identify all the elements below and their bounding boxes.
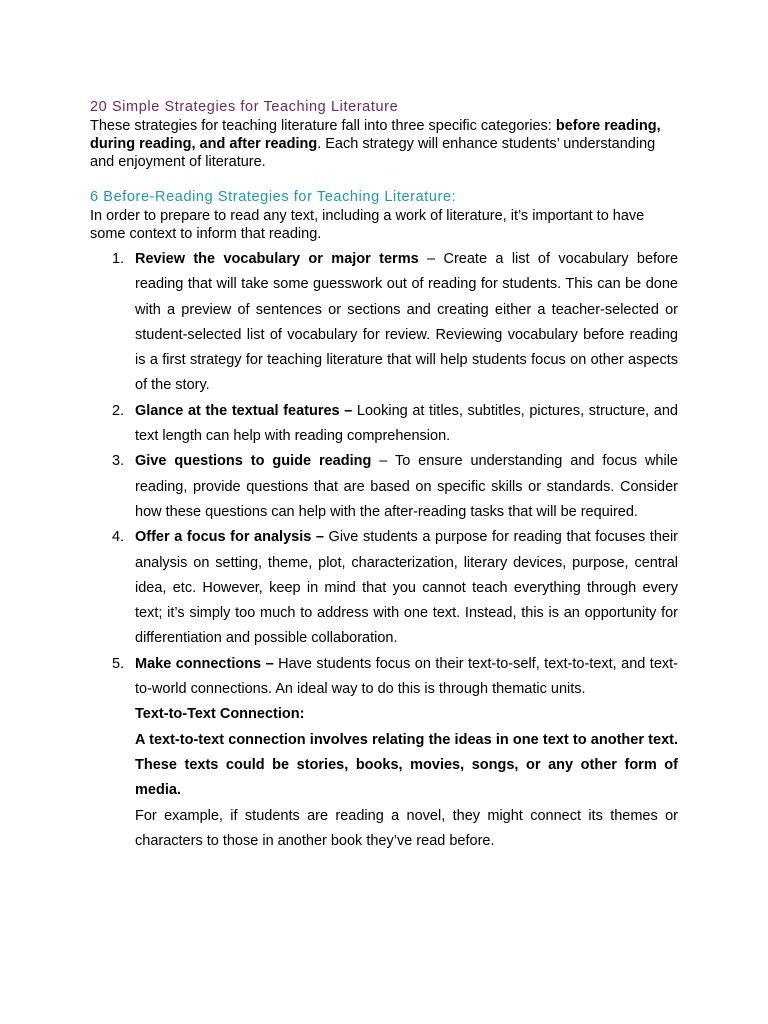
connection-heading: Text-to-Text Connection: (135, 706, 305, 723)
connection-definition: A text-to-text connection involves relating the ideas in one text to another text. These texts could be stories, books, movies, songs, or any other form of media. (135, 731, 678, 799)
strategy-text: Looking at titles, subtitles, pictures, structure, and text length can help with reading comprehension. (135, 402, 678, 445)
list-item (90, 247, 678, 399)
list-number: 4. (112, 529, 125, 546)
list-number: 2. (112, 402, 125, 419)
intro-categories: before reading, during reading, and after reading (90, 118, 661, 152)
strategy-separator: – (371, 453, 395, 470)
section-heading: 6 Before-Reading Strategies for Teaching Literature: (90, 189, 457, 205)
intro-text-end: . Each strategy will enhance students’ understanding and enjoyment of literature. (90, 136, 656, 170)
list-item (90, 399, 678, 450)
list-number: 5. (112, 655, 125, 672)
strategy-term: Offer a focus for analysis – (135, 529, 324, 546)
strategy-term: Glance at the textual features – (135, 402, 353, 419)
list-number: 3. (112, 453, 125, 470)
connection-example: For example, if students are reading a novel, they might connect its themes or characters to those in another book they’ve read before. (135, 807, 678, 849)
document-title: 20 Simple Strategies for Teaching Literature (90, 99, 399, 115)
strategy-list (90, 247, 678, 702)
strategy-text: Create a list of vocabulary before reading that will take some guesswork out of reading for students. This can be done with a preview of sentences or sections and creating either a teacher-selected or student-selected list of vocabulary for review. Reviewing vocabulary before reading is a first strategy for teaching literature that will help students focus on other aspects of the story. (135, 251, 679, 394)
strategy-term: Make connections – (135, 655, 274, 672)
intro-paragraph (90, 117, 678, 171)
list-item (90, 449, 678, 525)
strategy-text: To ensure understanding and focus while reading, provide questions that are based on specific skills or standards. Consider how these questions can help with the after-reading tasks that will be required. (135, 453, 678, 520)
list-number: 1. (112, 251, 125, 267)
strategy-text: Have students focus on their text-to-self, text-to-text, and text-to-world connections. An ideal way to do this is through thematic units. (135, 655, 678, 698)
strategy-term: Review the vocabulary or major terms (135, 251, 419, 267)
strategy-text: Give students a purpose for reading that focuses their analysis on setting, theme, plot, characterization, literary devices, purpose, central idea, etc. However, keep in mind that you cannot teach everything through every text; it’s simply too much to address with one text. Instead, this is an opportunity for differentiation and possible collaboration. (135, 529, 678, 647)
intro-text-start: These strategies for teaching literature fall into three specific categories: (90, 118, 556, 134)
list-item (90, 652, 678, 703)
document-page (90, 98, 678, 854)
strategy-term: Give questions to guide reading (135, 453, 372, 470)
section-intro: In order to prepare to read any text, including a work of literature, it’s important to have some context to inform that reading. (90, 208, 645, 242)
strategy-separator: – (418, 251, 444, 267)
list-item (90, 525, 678, 651)
